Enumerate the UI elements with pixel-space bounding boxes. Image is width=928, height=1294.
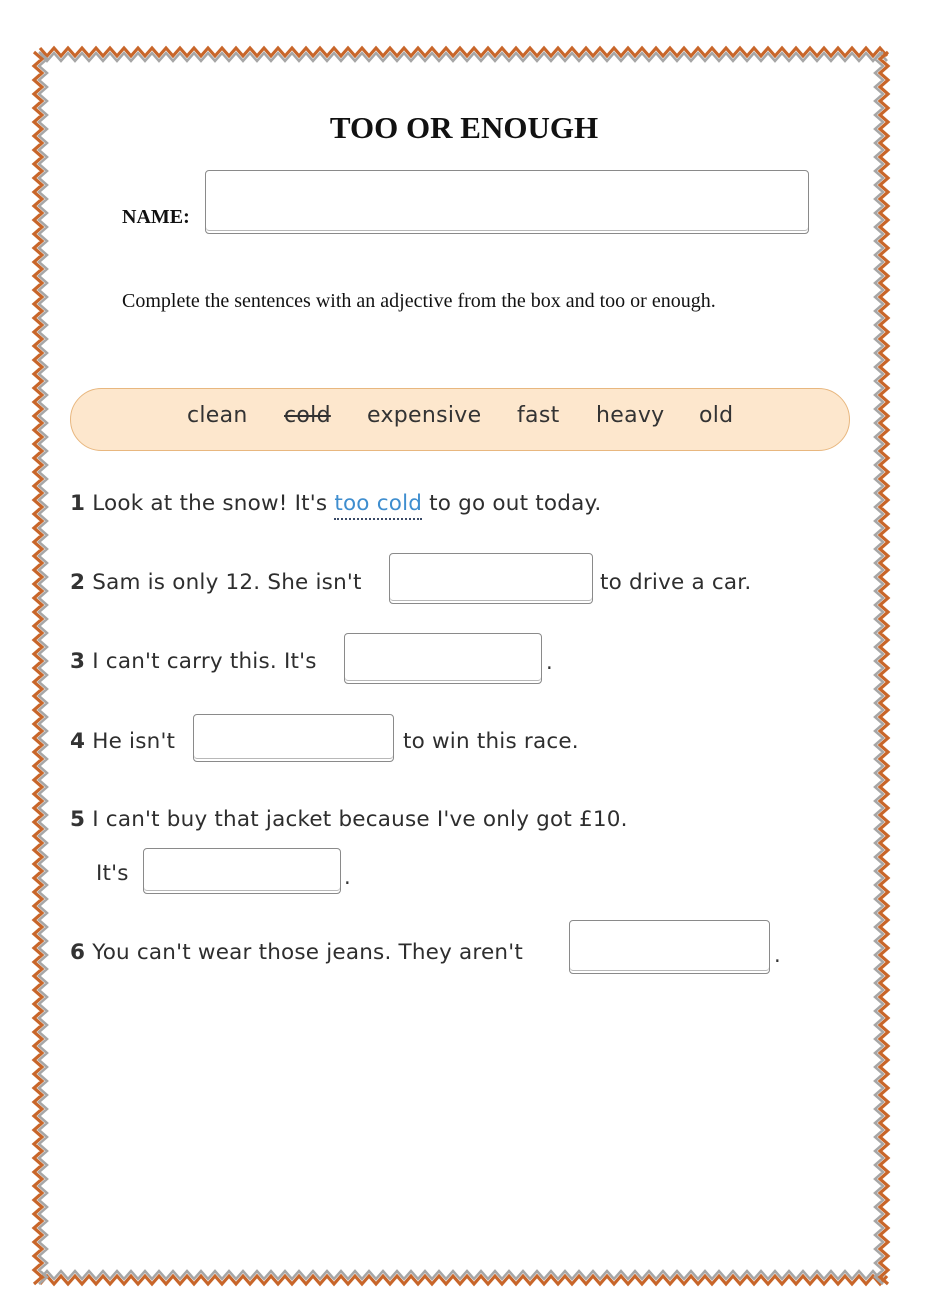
sentence-2-end: to drive a car. — [600, 570, 752, 595]
sentence-text: You can't wear those jeans. They aren't — [92, 940, 523, 965]
sentence-text: I can't buy that jacket because I've only got £10. — [92, 807, 628, 832]
zigzag-stroke — [39, 52, 47, 1284]
word-fast: fast — [517, 403, 560, 428]
sentence-5 — [70, 807, 628, 832]
sentence-text: Sam is only 12. She isn't — [92, 570, 362, 595]
sentence-text: I can't carry this. It's — [92, 649, 317, 674]
sentence-number: 2 — [70, 570, 86, 595]
answer-input-5[interactable] — [143, 848, 341, 894]
sentence-6 — [70, 940, 523, 965]
sentence-5-end: . — [344, 865, 351, 889]
word-heavy: heavy — [596, 403, 665, 428]
example-answer: too cold — [334, 491, 422, 520]
word-expensive: expensive — [367, 403, 482, 428]
sentence-3 — [70, 649, 317, 674]
instructions: Complete the sentences with an adjective from the box and too or enough. — [122, 290, 716, 312]
sentence-text: Look at the snow! It's — [92, 491, 328, 516]
answer-input-2[interactable] — [389, 553, 593, 604]
name-input[interactable] — [205, 170, 809, 234]
worksheet-title: TOO OR ENOUGH — [329, 110, 599, 145]
sentence-text: to go out today. — [429, 491, 602, 516]
sentence-6-end: . — [774, 943, 781, 967]
zigzag-stroke — [875, 52, 883, 1284]
sentence-number: 6 — [70, 940, 86, 965]
word-cold-struck: cold — [284, 403, 331, 428]
sentence-number: 1 — [70, 491, 86, 516]
sentence-number: 4 — [70, 729, 86, 754]
sentence-number: 3 — [70, 649, 86, 674]
name-label: NAME: — [122, 206, 190, 228]
sentence-1 — [70, 491, 601, 516]
sentence-4-end: to win this race. — [403, 729, 579, 754]
answer-input-6[interactable] — [569, 920, 770, 974]
sentence-2 — [70, 570, 362, 595]
answer-input-3[interactable] — [344, 633, 542, 684]
sentence-4 — [70, 729, 175, 754]
answer-input-4[interactable] — [193, 714, 394, 762]
sentence-text: He isn't — [92, 729, 176, 754]
sentence-number: 5 — [70, 807, 86, 832]
sentence-3-end: . — [546, 650, 553, 674]
word-old: old — [699, 403, 734, 428]
word-clean: clean — [187, 403, 248, 428]
sentence-5-line2: It's — [96, 861, 129, 886]
